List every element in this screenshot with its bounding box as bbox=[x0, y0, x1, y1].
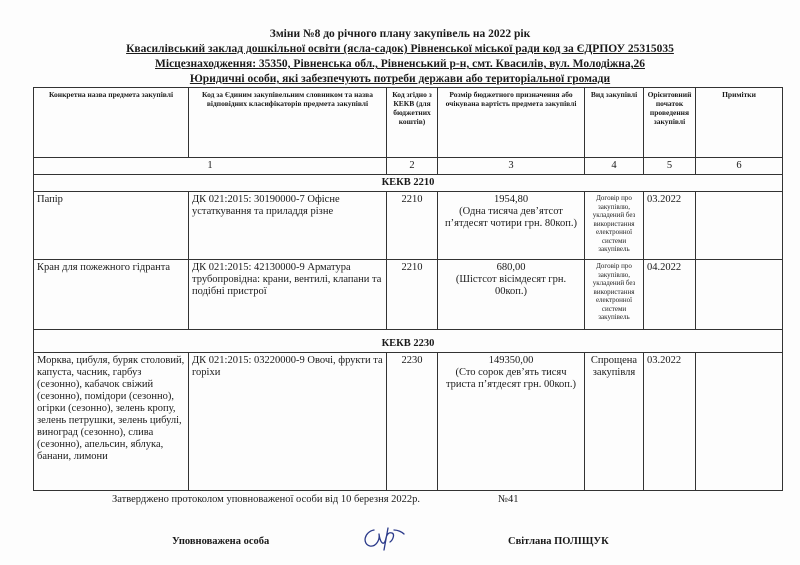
item-kekv: 2210 bbox=[387, 192, 438, 260]
item-type: Договір про закупівлю, укладений без використання електронної системи закупівель bbox=[585, 192, 644, 260]
column-number: 6 bbox=[696, 158, 783, 175]
item-kekv: 2210 bbox=[387, 260, 438, 330]
col-header-type: Вид закупівлі bbox=[585, 88, 644, 158]
col-header-code: Код за Єдиним закупівельним словником та назва відповідних класифікаторів предмета закупівлі bbox=[189, 88, 387, 158]
item-amount-words: (Шістсот вісімдесят грн. 00коп.) bbox=[455, 274, 567, 297]
col-header-start: Орієнтовний початок проведення закупівлі bbox=[644, 88, 696, 158]
item-name: Кран для пожежного гідранта bbox=[34, 260, 189, 330]
col-header-notes: Примітки bbox=[696, 88, 783, 158]
column-number: 1 bbox=[34, 158, 387, 175]
item-notes bbox=[696, 260, 783, 330]
item-code: ДК 021:2015: 30190000-7 Офісне устаткування та приладдя різне bbox=[189, 192, 387, 260]
column-number: 2 bbox=[387, 158, 438, 175]
table-row bbox=[34, 192, 783, 260]
signatory-name: Світлана ПОЛІЩУК bbox=[508, 536, 609, 547]
item-start: 03.2022 bbox=[644, 192, 696, 260]
item-name: Папір bbox=[34, 192, 189, 260]
procurement-table bbox=[33, 87, 783, 491]
location-line: Місцезнаходження: 35350, Рівненська обл., Рівненський р-н, смт. Квасилів, вул. Молодіжна,26 bbox=[155, 58, 645, 70]
item-code: ДК 021:2015: 42130000-9 Арматура трубопровідна: крани, вентилі, клапани та подібні пристрої bbox=[189, 260, 387, 330]
item-amount-words: (Одна тисяча дев’ятсот п’ятдесят чотири грн. 80коп.) bbox=[445, 206, 577, 229]
section-row bbox=[34, 330, 783, 353]
item-amount: 680,00 bbox=[496, 262, 526, 273]
item-code: ДК 021:2015: 03220000-9 Овочі, фрукти та горіхи bbox=[189, 353, 387, 491]
signatory-role: Уповноважена особа bbox=[172, 536, 270, 547]
item-type: Спрощена закупівля bbox=[585, 353, 644, 491]
approval-note: Затверджено протоколом уповноваженої особи від 10 березня 2022р. bbox=[112, 494, 421, 505]
column-number: 4 bbox=[585, 158, 644, 175]
item-amount-words: (Сто сорок дев’ять тисяч триста п’ятдесят грн. 00коп.) bbox=[445, 367, 577, 390]
column-number-row bbox=[34, 158, 783, 175]
item-amount: 1954,80 bbox=[493, 194, 529, 205]
col-header-amount: Розмір бюджетного призначення або очікувана вартість предмета закупівлі bbox=[438, 88, 585, 158]
item-start: 04.2022 bbox=[644, 260, 696, 330]
item-name: Морква, цибуля, буряк столовий, капуста, часник, гарбуз (сезонно), кабачок свіжий (сезонно), помідори (сезонно), огірки (сезонно), зелень кропу, зелень петрушки, зелень цибулі, виноград (сезонно), слива (сезонно), апельсин, яблука, банани, лимони bbox=[34, 353, 189, 491]
table-row bbox=[34, 260, 783, 330]
item-start: 03.2022 bbox=[644, 353, 696, 491]
category-line: Юридичні особи, які забезпечують потреби держави або територіальної громади bbox=[189, 73, 611, 85]
kekv-section-title: КЕКВ 2230 bbox=[34, 330, 783, 353]
handwritten-signature bbox=[360, 524, 406, 552]
item-amount: 149350,00 bbox=[488, 355, 534, 366]
item-kekv: 2230 bbox=[387, 353, 438, 491]
table-row bbox=[34, 353, 783, 491]
item-amount-cell bbox=[438, 192, 585, 260]
col-header-name: Конкретна назва предмета закупівлі bbox=[34, 88, 189, 158]
column-number: 3 bbox=[438, 158, 585, 175]
item-amount-cell bbox=[438, 260, 585, 330]
column-number: 5 bbox=[644, 158, 696, 175]
organization-line: Квасилівський заклад дошкільної освіти (ясла-садок) Рівненської міської ради код за ЄДРПОУ 25315035 bbox=[126, 43, 674, 55]
item-notes bbox=[696, 353, 783, 491]
protocol-number: №41 bbox=[498, 494, 519, 505]
document-title: Зміни №8 до річного плану закупівель на 2022 рік bbox=[269, 28, 531, 40]
item-type: Договір про закупівлю, укладений без використання електронної системи закупівель bbox=[585, 260, 644, 330]
kekv-section-title: КЕКВ 2210 bbox=[34, 175, 783, 192]
section-row bbox=[34, 175, 783, 192]
col-header-kekv: Код згідно з КЕКВ (для бюджетних коштів) bbox=[387, 88, 438, 158]
item-notes bbox=[696, 192, 783, 260]
table-header-row bbox=[34, 88, 783, 158]
item-amount-cell bbox=[438, 353, 585, 491]
